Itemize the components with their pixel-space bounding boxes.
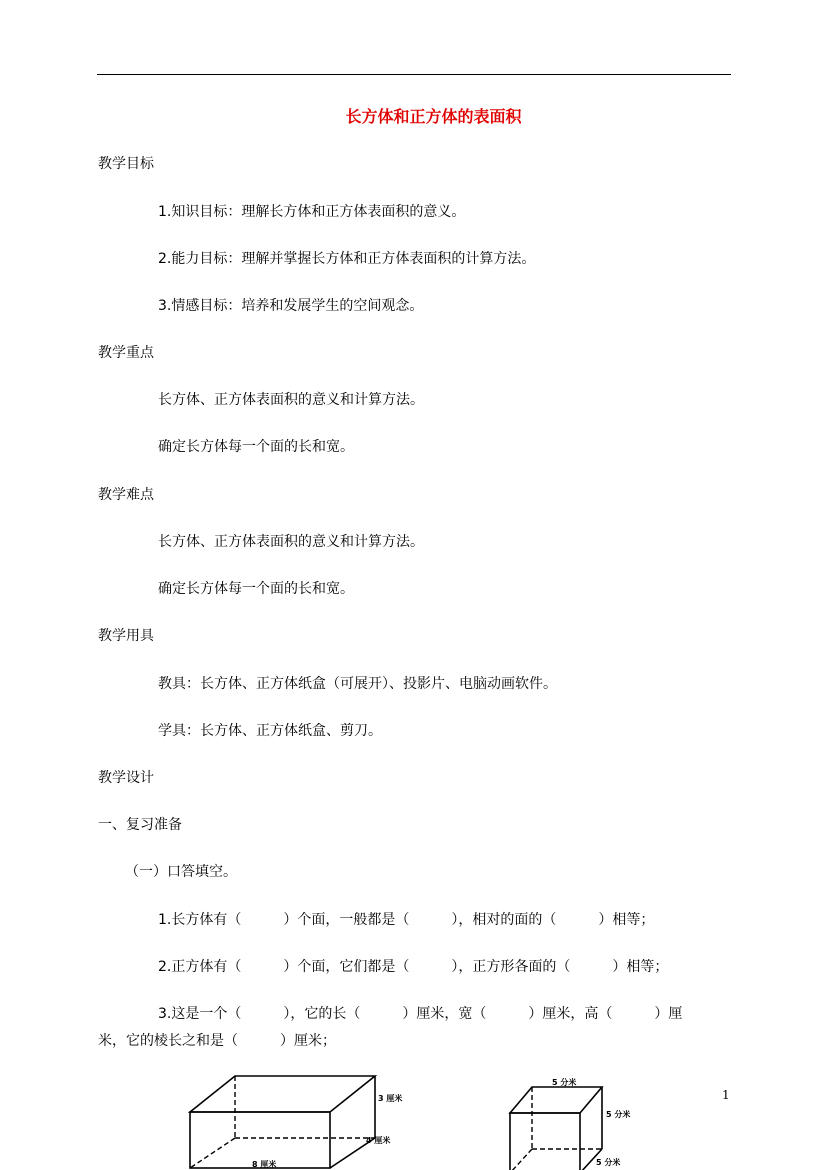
cube-figure (500, 1075, 640, 1170)
section-review: 一、复习准备 (98, 817, 182, 833)
cube-top-label: 5 分米 (552, 1078, 577, 1087)
goal-item: 3.情感目标：培养和发展学生的空间观念。 (158, 298, 424, 314)
key-point-item: 长方体、正方体表面积的意义和计算方法。 (158, 392, 424, 408)
question-2: 2.正方体有（ ）个面，它们都是（ ），正方形各面的（ ）相等； (158, 959, 669, 975)
cuboid-height-label: 3 厘米 (378, 1094, 403, 1103)
question-3-line-2: 米，它的棱长之和是（ ）厘米； (98, 1033, 336, 1049)
question-3-line-1: 3.这是一个（ ），它的长（ ）厘米，宽（ ）厘米，高（ ）厘 (158, 1006, 683, 1022)
cuboid-length-label: 8 厘米 (252, 1160, 277, 1169)
cuboid-figure (180, 1068, 410, 1170)
tools-heading: 教学用具 (98, 628, 154, 644)
page-number: 1 (722, 1088, 730, 1102)
goal-item: 2.能力目标：理解并掌握长方体和正方体表面积的计算方法。 (158, 251, 536, 267)
tool-item: 学具：长方体、正方体纸盒、剪刀。 (158, 723, 382, 739)
difficulty-item: 长方体、正方体表面积的意义和计算方法。 (158, 534, 424, 550)
key-point-item: 确定长方体每一个面的长和宽。 (158, 439, 354, 455)
key-points-heading: 教学重点 (98, 345, 154, 361)
header-rule (97, 74, 731, 75)
difficulty-item: 确定长方体每一个面的长和宽。 (158, 581, 354, 597)
subsection-oral: （一）口答填空。 (125, 864, 237, 880)
page-title: 长方体和正方体的表面积 (345, 107, 522, 126)
cuboid-width-label: 4 厘米 (366, 1136, 391, 1145)
goal-item: 1.知识目标：理解长方体和正方体表面积的意义。 (158, 204, 466, 220)
design-heading: 教学设计 (98, 770, 154, 786)
tool-item: 教具：长方体、正方体纸盒（可展开）、投影片、电脑动画软件。 (158, 676, 557, 692)
cube-side-label: 5 分米 (606, 1110, 631, 1119)
goals-heading: 教学目标 (98, 156, 154, 172)
cube-bottom-label: 5 分米 (596, 1158, 621, 1167)
question-1: 1.长方体有（ ）个面，一般都是（ ），相对的面的（ ）相等； (158, 912, 655, 928)
difficulties-heading: 教学难点 (98, 487, 154, 503)
